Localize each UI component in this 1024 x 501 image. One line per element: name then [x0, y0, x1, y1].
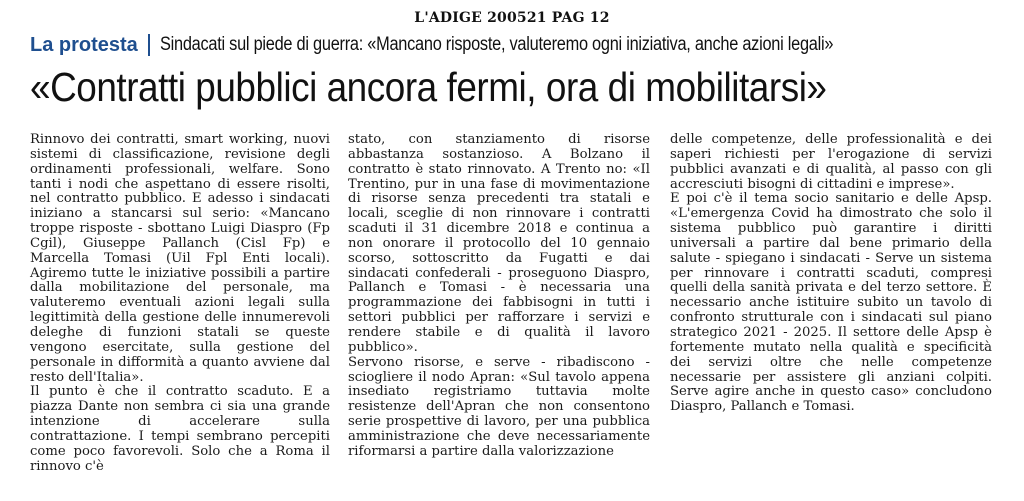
article-column-1 [30, 133, 330, 474]
page-header-source: L'ADIGE 200521 PAG 12 [414, 10, 610, 26]
paragraph: Il punto è che il contratto scaduto. E a piazza Dante non sembra ci sia una grande intenzione di accelerare sulla contrattazione. I tempi sembrano percepiti come poco favorevoli. Solo che a Roma il rinnovo c'è [30, 384, 330, 474]
section-kicker: La protesta [30, 33, 138, 56]
kicker-row [30, 32, 1000, 58]
paragraph: delle competenze, delle professionalità e dei saperi richiesti per l'erogazione di servizi pubblici avanzati e di qualità, al passo con gli accresciuti bisogni di cittadini e imprese». [670, 132, 992, 192]
article-column-2 [348, 133, 650, 460]
paragraph: E poi c'è il tema socio sanitario e delle Apsp. «L'emergenza Covid ha dimostrato che solo il sistema pubblico può garantire i diritti universali a partire dal bene primario della salute - spiegano i sindacati - Serve un sistema per rinnovare i contratti scaduti, compresi quelli della sanità privata e del terzo settore. È necessario anche istituire subito un tavolo di confronto strutturale con i sindacati sul piano strategico 2021 - 2025. Il settore delle Apsp è fortemente mutato nella qualità e specificità dei servizi oltre che nelle competenze necessarie per assistere gli anziani colpiti. Serve agire anche in questo caso» concludono Diaspro, Pallanch e Tomasi. [670, 191, 992, 415]
paragraph: stato, con stanziamento di risorse abbastanza sostanzioso. A Bolzano il contratto è stato rinnovato. A Trento no: «Il Trentino, pur in una fase di movimentazione di risorse senza precedenti tra statali e locali, sceglie di non rinnovare i contratti scaduti il 31 dicembre 2018 e continua a non onorare il protocollo del 10 gennaio scorso, sottoscritto da Fugatti e dai sindacati confederali - proseguono Diaspro, Pallanch e Tomasi - è necessaria una programmazione dei fabbisogni in tutti i settori pubblici per rafforzare i servizi e rendere stabile e di qualità il lavoro pubblico». [348, 132, 650, 355]
article-body [30, 133, 992, 493]
article-column-3 [670, 133, 992, 415]
kicker-divider [148, 34, 150, 56]
subtitle: Sindacati sul piede di guerra: «Mancano risposte, valuteremo ogni iniziativa, anche azioni legali» [159, 34, 834, 55]
paragraph: Servono risorse, e serve - ribadiscono - sciogliere il nodo Apran: «Sul tavolo appena insediato registriamo tuttavia molte resistenze dell'Apran che non consentono serie prospettive di lavoro, per una pubblica amministrazione che deve necessariamente riformarsi a partire dalla valorizzazione [348, 354, 650, 459]
headline: «Contratti pubblici ancora fermi, ora di mobilitarsi» [30, 64, 827, 110]
paragraph: Rinnovo dei contratti, smart working, nuovi sistemi di classificazione, revisione degli ordinamenti professionali, welfare. Sono tanti i nodi che aspettano di essere risolti, nel contratto pubblico. E adesso i sindacati iniziano a stancarsi sul serio: «Mancano troppe risposte - sbottano Luigi Diaspro (Fp Cgil), Giuseppe Pallanch (Cisl Fp) e Marcella Tomasi (Uil Fpl Enti locali). Agiremo tutte le iniziative possibili a partire dalla mobilitazione del personale, ma valuteremo eventuali azioni legali sulla legittimità della gestione delle innumerevoli deleghe di funzioni statali se queste vengono esercitate, sulla gestione del personale in difformità a quanto avviene dal resto dell'Italia». [30, 132, 330, 385]
